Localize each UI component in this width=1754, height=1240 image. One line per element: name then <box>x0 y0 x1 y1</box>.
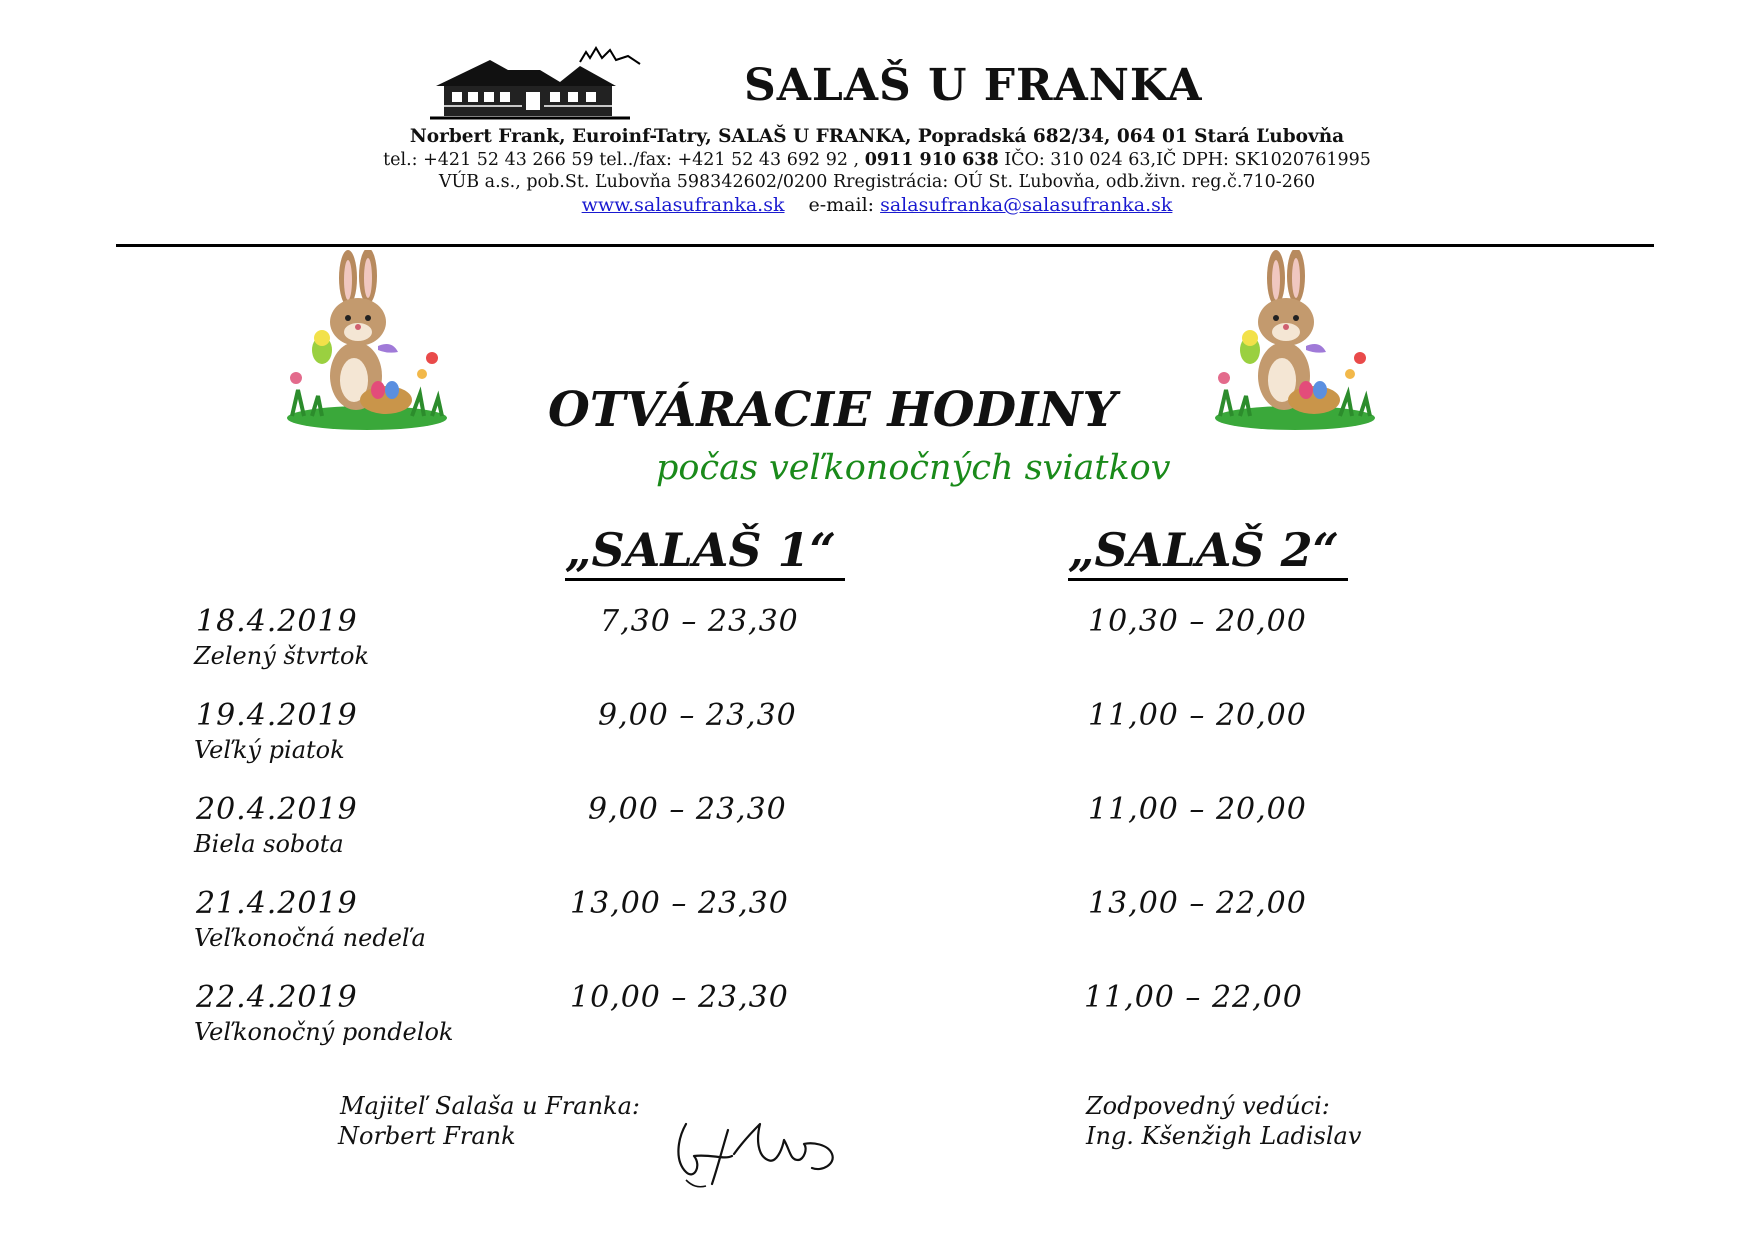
salas-1-hours: 9,00 – 23,30 <box>598 698 797 733</box>
column-header-salas-1: „SALAŠ 1“ <box>565 522 845 581</box>
email-label: e-mail: <box>808 194 881 216</box>
manager-name: Ing. Kšenžigh Ladislav <box>1086 1122 1362 1150</box>
row-date: 20.4.2019 <box>196 792 358 827</box>
bank-registration-line: VÚB a.s., pob.St. Ľubovňa 598342602/0200 Rregistrácia: OÚ St. Ľubovňa, odb.živn. reg.č.710-260 <box>438 172 1316 192</box>
row-day-name: Zelený štvrtok <box>194 642 370 670</box>
salas-1-hours: 10,00 – 23,30 <box>570 980 789 1015</box>
signature-icon <box>672 1110 852 1196</box>
row-day-name: Veľký piatok <box>194 736 345 764</box>
salas-2-hours: 13,00 – 22,00 <box>1088 886 1307 921</box>
web-links <box>0 194 1754 216</box>
page-subtitle: počas veľkonočných sviatkov <box>656 448 1171 488</box>
manager-label: Zodpovedný vedúci: <box>1086 1092 1330 1120</box>
salas-2-hours: 11,00 – 22,00 <box>1084 980 1303 1015</box>
row-date: 19.4.2019 <box>196 698 358 733</box>
contact-phones: tel.: +421 52 43 266 59 tel../fax: +421 52 43 692 92 , <box>383 150 865 170</box>
salas-1-hours: 7,30 – 23,30 <box>600 604 799 639</box>
row-day-name: Veľkonočný pondelok <box>194 1018 454 1046</box>
salas-1-hours: 9,00 – 23,30 <box>588 792 787 827</box>
header-divider <box>116 244 1654 247</box>
company-title: SALAŠ U FRANKA <box>744 60 1203 111</box>
contact-mobile: 0911 910 638 <box>864 150 999 170</box>
salas-2-hours: 11,00 – 20,00 <box>1088 698 1307 733</box>
easter-bunny-icon <box>282 250 452 430</box>
row-date: 18.4.2019 <box>196 604 358 639</box>
email-link[interactable]: salasufranka@salasufranka.sk <box>880 194 1173 216</box>
cottage-logo <box>430 46 648 122</box>
row-day-name: Veľkonočná nedeľa <box>194 924 426 952</box>
row-date: 22.4.2019 <box>196 980 358 1015</box>
website-link[interactable]: www.salasufranka.sk <box>581 194 785 216</box>
column-header-salas-2: „SALAŠ 2“ <box>1068 522 1348 581</box>
company-address: Norbert Frank, Euroinf-Tatry, SALAŠ U FRANKA, Popradská 682/34, 064 01 Stará Ľubovňa <box>409 126 1345 147</box>
row-date: 21.4.2019 <box>196 886 358 921</box>
page-title: OTVÁRACIE HODINY <box>548 382 1117 438</box>
easter-bunny-icon <box>1210 250 1380 430</box>
contact-line <box>0 150 1754 170</box>
owner-name: Norbert Frank <box>338 1122 516 1150</box>
contact-ids: IČO: 310 024 63,IČ DPH: SK1020761995 <box>998 150 1371 170</box>
salas-2-hours: 10,30 – 20,00 <box>1088 604 1307 639</box>
salas-2-hours: 11,00 – 20,00 <box>1088 792 1307 827</box>
owner-label: Majiteľ Salaša u Franka: <box>340 1092 640 1120</box>
salas-1-hours: 13,00 – 23,30 <box>570 886 789 921</box>
row-day-name: Biela sobota <box>194 830 344 858</box>
